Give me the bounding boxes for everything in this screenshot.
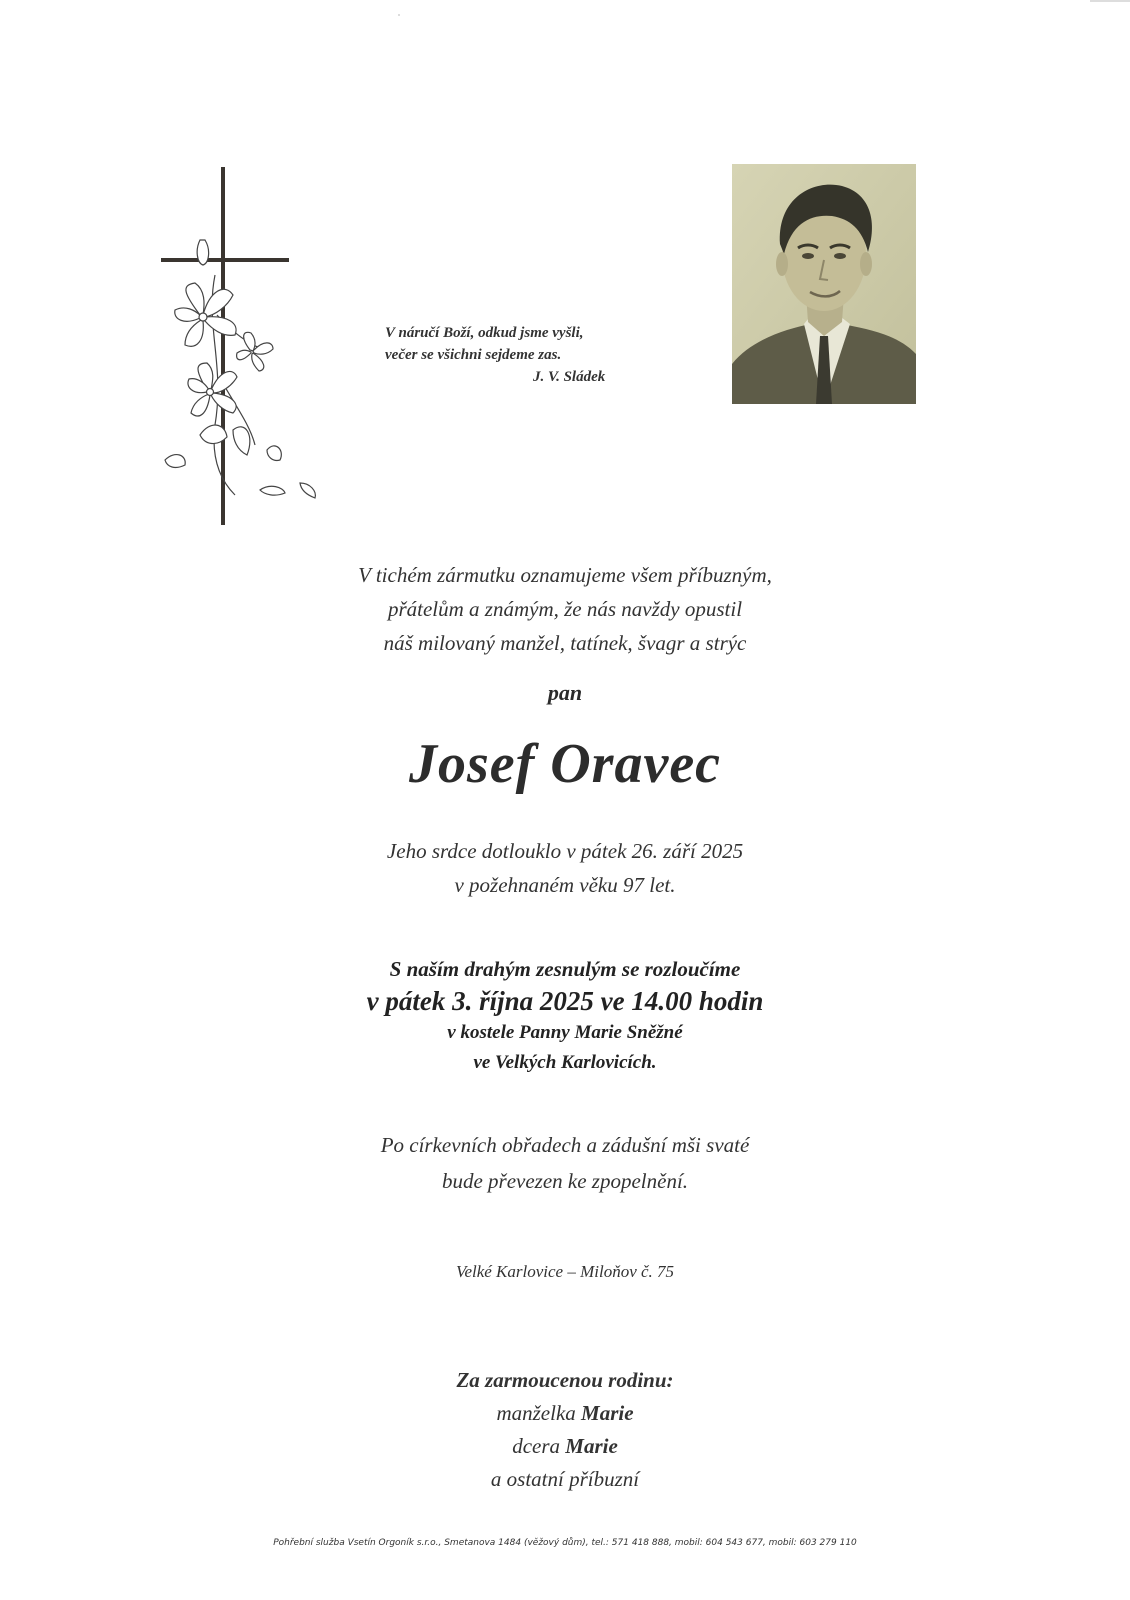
portrait-photo bbox=[732, 164, 916, 404]
scan-mark bbox=[1090, 0, 1130, 2]
ceremony-place: v kostele Panny Marie Sněžné bbox=[447, 1022, 683, 1043]
family-member-name: Marie bbox=[581, 1401, 634, 1425]
ceremony-intro: S naším drahým zesnulým se rozloučíme bbox=[389, 957, 741, 981]
ceremony-date: v pátek 3. října 2025 ve 14.00 hodin bbox=[366, 986, 764, 1016]
funeral-service-footer: Pohřební služba Vsetín Orgoník s.r.o., Smetanova 1484 (věžový dům), tel.: 571 418 888, mobil: 604 543 677, mobil: 603 279 110 bbox=[273, 1538, 857, 1548]
family-heading: Za zarmoucenou rodinu: bbox=[456, 1368, 674, 1392]
intro-line: náš milovaný manžel, tatínek, švagr a strýc bbox=[383, 631, 747, 655]
family-relation: dcera bbox=[512, 1434, 561, 1458]
address: Velké Karlovice – Miloňov č. 75 bbox=[455, 1262, 675, 1281]
family-block bbox=[0, 1364, 1130, 1496]
family-relation: manželka bbox=[496, 1401, 576, 1425]
family-member bbox=[0, 1397, 1130, 1430]
scan-mark bbox=[398, 14, 400, 16]
quote-line: večer se všichni sejdeme zas. bbox=[385, 347, 562, 363]
announcement-intro bbox=[0, 558, 1130, 660]
family-others: a ostatní příbuzní bbox=[490, 1467, 640, 1491]
quote-author: J. V. Sládek bbox=[533, 369, 606, 385]
ceremony-info bbox=[0, 954, 1130, 1078]
honorific-title: pan bbox=[547, 680, 583, 705]
deceased-name: Josef Oravec bbox=[408, 733, 722, 795]
ceremony-town: ve Velkých Karlovicích. bbox=[473, 1052, 657, 1073]
intro-line: V tichém zármutku oznamujeme všem příbuzným, bbox=[358, 563, 772, 587]
family-member bbox=[0, 1430, 1130, 1463]
death-line: v požehnaném věku 97 let. bbox=[454, 873, 676, 897]
after-ceremony-info bbox=[0, 1127, 1130, 1199]
family-member-name: Marie bbox=[565, 1434, 618, 1458]
death-info bbox=[0, 834, 1130, 902]
cross-with-lily-icon bbox=[155, 165, 335, 535]
after-line: bude převezen ke zpopelnění. bbox=[441, 1169, 689, 1193]
after-line: Po církevních obřadech a zádušní mši svaté bbox=[380, 1133, 750, 1157]
quote-block bbox=[385, 322, 645, 388]
quote-line: V náručí Boží, odkud jsme vyšli, bbox=[385, 325, 584, 341]
intro-line: přátelům a známým, že nás navždy opustil bbox=[387, 597, 743, 621]
death-line: Jeho srdce dotlouklo v pátek 26. září 2025 bbox=[386, 839, 744, 863]
